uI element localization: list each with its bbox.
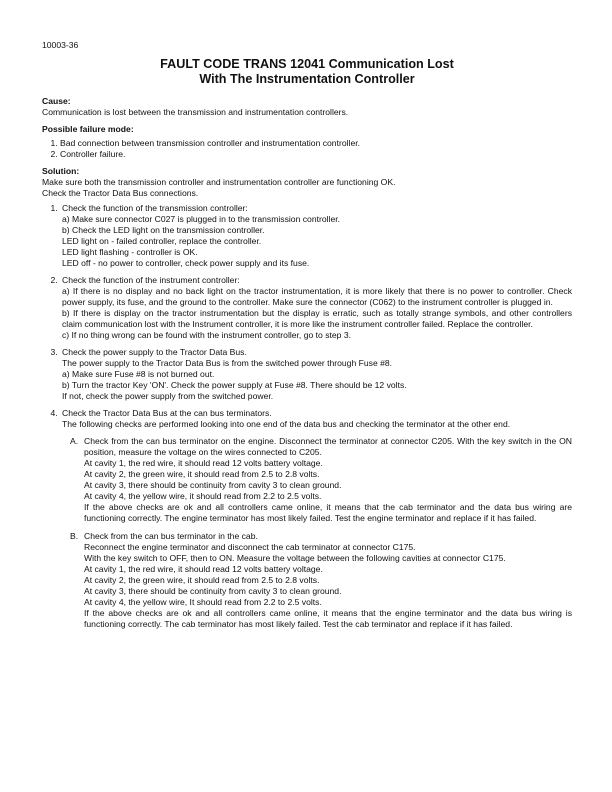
document-id: 10003-36 <box>42 40 79 50</box>
sub-check-body <box>84 531 572 630</box>
solution-line: Check the Tractor Data Bus connections. <box>42 188 199 198</box>
sub-check-line: At cavity 4, the yellow wire, it should read from 2.2 to 2.5 volts. <box>84 491 322 501</box>
sub-check-letter: B. <box>70 531 79 541</box>
sub-check-letter: A. <box>70 436 79 446</box>
step-2 <box>60 275 572 341</box>
title-line-2: With The Instrumentation Controller <box>199 72 415 86</box>
step-line: c) If no thing wrong can be found with the instrument controller, go to step 3. <box>62 330 352 340</box>
step-line: LED light on - failed controller, replace the controller. <box>62 236 262 246</box>
step-line: b) If there is display on the tractor instrumentation but the display is erratic, such as totally strange symbols, and other controllers claim communication lost with the Instrument controller, it is more like the instrument controller failed. Replace the controller. <box>62 308 572 329</box>
sub-check-line: At cavity 1, the red wire, it should read 12 volts battery voltage. <box>84 458 323 468</box>
step-line: If not, check the power supply from the switched power. <box>62 391 274 401</box>
step-line: a) Make sure Fuse #8 is not burned out. <box>62 369 215 379</box>
step-line: a) If there is no display and no back light on the tractor instrumentation, it is more likely that there is no power to controller. Check power supply, its fuse, and the ground to the controller. Make sure the connector (C062) to the instrument controller is plugged in. <box>62 286 572 307</box>
sub-check-body <box>84 436 572 524</box>
sub-check-b <box>70 531 572 630</box>
step-line: 4. Check the Tractor Data Bus at the can bus terminators. <box>62 408 272 418</box>
sub-check-line: Check from the can bus terminator in the cab. <box>84 531 258 541</box>
sub-check-line: At cavity 2, the green wire, it should read from 2.5 to 2.8 volts. <box>84 469 320 479</box>
step-line: The following checks are performed looking into one end of the data bus and checking the terminator at the other end. <box>62 419 511 429</box>
step-line: 1. Check the function of the transmission controller: <box>62 203 248 213</box>
sub-check-line: At cavity 3, there should be continuity from cavity 3 to clean ground. <box>84 586 342 596</box>
step-line: b) Check the LED light on the transmission controller. <box>62 225 265 235</box>
cause-text: Communication is lost between the transmission and instrumentation controllers. <box>42 107 349 117</box>
sub-check-line: With the key switch to OFF, then to ON. Measure the voltage between the following cavities at connector C175. <box>84 553 506 563</box>
step-4 <box>60 408 572 630</box>
sub-check-line: If the above checks are ok and all controllers came online, it means that the engine terminator and the data bus wiring is functioning correctly. The cab terminator has most likely failed. Test the cab terminator and replace if it has failed. <box>84 608 572 629</box>
title-line-1: FAULT CODE TRANS 12041 Communication Lost <box>160 57 454 71</box>
cause-heading: Cause: <box>42 96 71 106</box>
sub-check-line: At cavity 3, there should be continuity from cavity 3 to clean ground. <box>84 480 342 490</box>
sub-check-line: At cavity 1, the red wire, it should read 12 volts battery voltage. <box>84 564 323 574</box>
solution-line: Make sure both the transmission controller and instrumentation controller are functioning OK. <box>42 177 396 187</box>
sub-check-line: Check from the can bus terminator on the engine. Disconnect the terminator at connector C205. With the key switch in the ON position, measure the voltage on the wires connected to C205. <box>84 436 572 457</box>
step-line: The power supply to the Tractor Data Bus is from the switched power through Fuse #8. <box>62 358 393 368</box>
sub-check-line: At cavity 2, the green wire, it should read from 2.5 to 2.8 volts. <box>84 575 320 585</box>
sub-check-line: At cavity 4, the yellow wire, It should read from 2.2 to 2.5 volts. <box>84 597 322 607</box>
sub-check-line: Reconnect the engine terminator and disconnect the cab terminator at connector C175. <box>84 542 416 552</box>
sub-check-line: If the above checks are ok and all controllers came online, it means that the cab terminator and the data bus wiring are functioning correctly. The engine terminator has most likely failed. Test the engine terminator and replace if it has failed. <box>84 502 572 523</box>
failure-list <box>42 138 572 160</box>
document-page <box>42 40 572 637</box>
page-title <box>42 57 572 87</box>
step-3 <box>60 347 572 402</box>
sub-check-a <box>70 436 572 524</box>
failure-item: 2. Controller failure. <box>60 149 572 160</box>
step-line: a) Make sure connector C027 is plugged in to the transmission controller. <box>62 214 341 224</box>
failure-heading: Possible failure mode: <box>42 124 134 134</box>
sub-check-list <box>62 436 572 630</box>
step-line: 2. Check the function of the instrument controller: <box>62 275 240 285</box>
failure-item: 1. Bad connection between transmission controller and instrumentation controller. <box>60 138 572 149</box>
step-line: LED light flashing - controller is OK. <box>62 247 198 257</box>
step-line: LED off - no power to controller, check power supply and its fuse. <box>62 258 310 268</box>
steps-list <box>42 203 572 630</box>
step-line: b) Turn the tractor Key 'ON'. Check the power supply at Fuse #8. There should be 12 volts. <box>62 380 407 390</box>
solution-heading: Solution: <box>42 166 80 176</box>
step-1 <box>60 203 572 269</box>
step-line: 3. Check the power supply to the Tractor Data Bus. <box>62 347 247 357</box>
